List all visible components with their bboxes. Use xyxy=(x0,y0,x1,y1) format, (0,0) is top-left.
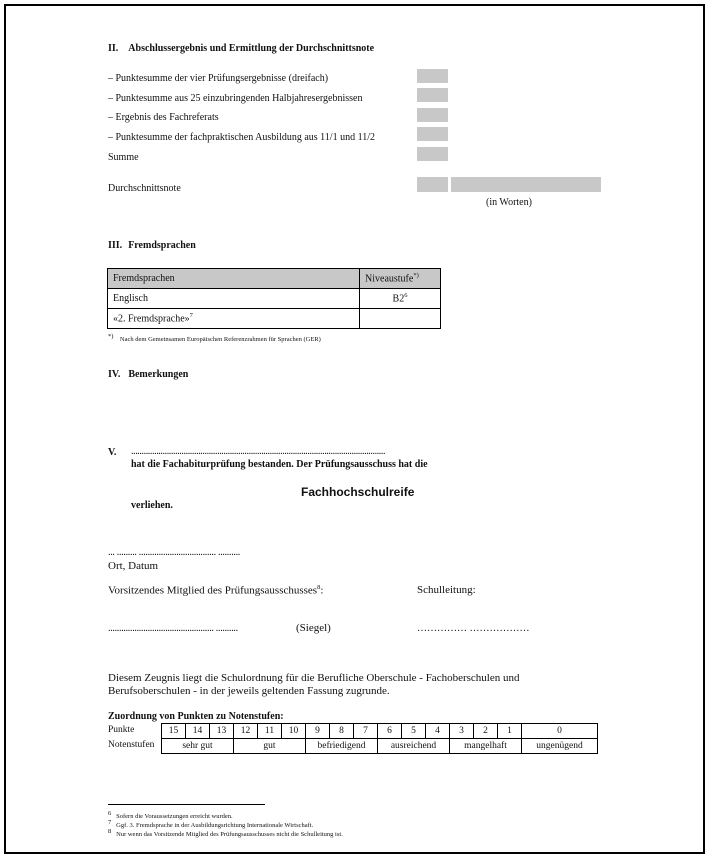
grading-title: Zuordnung von Punkten zu Notenstufen: xyxy=(108,711,284,722)
passed-statement: hat die Fachabiturprüfung bestanden. Der Prüfungsausschuss hat die xyxy=(131,459,428,470)
level-cell[interactable] xyxy=(360,309,441,329)
grade-cell: gut xyxy=(234,739,306,754)
grade-cell: befriedigend xyxy=(306,739,378,754)
footnote-number: 6 xyxy=(108,810,112,817)
points-cell: 0 xyxy=(522,724,598,739)
chair-label-sup: 8 xyxy=(317,584,321,591)
grade-cell: ungenügend xyxy=(522,739,598,754)
table-row xyxy=(108,289,441,309)
points-cell: 10 xyxy=(282,724,306,739)
footnote-number: 8 xyxy=(108,828,112,835)
average-label: Durchschnittsnote xyxy=(108,183,181,194)
languages-header-row xyxy=(108,269,441,289)
score-field-semesters[interactable] xyxy=(417,88,448,102)
notice-line-1: Diesem Zeugnis liegt die Schulordnung für die Berufliche Oberschule - Fachoberschulen und xyxy=(108,672,520,684)
level-value: B2 xyxy=(392,293,405,305)
table-row xyxy=(108,309,441,329)
score-field-sum[interactable] xyxy=(417,147,448,161)
languages-col-header: Fremdsprachen xyxy=(108,269,360,289)
section2-row: – Ergebnis des Fachreferats xyxy=(108,112,219,123)
section4-heading xyxy=(108,369,188,380)
level-cell[interactable] xyxy=(360,289,441,309)
points-cell: 5 xyxy=(402,724,426,739)
level-col-header-text: Niveaustufe xyxy=(365,273,414,285)
points-cell: 1 xyxy=(498,724,522,739)
footnote-item xyxy=(108,828,343,838)
language-cell xyxy=(108,309,360,329)
footnote-separator xyxy=(108,804,265,805)
footnote-text: Ggf. 3. Fremdsprache in der Ausbildungsrichtung Internationale Wirtschaft. xyxy=(116,822,314,830)
score-field-referat[interactable] xyxy=(417,108,448,122)
section2-title: Abschlussergebnis und Ermittlung der Durchschnittsnote xyxy=(128,43,375,54)
score-field-exams[interactable] xyxy=(417,69,448,83)
chair-label-colon: : xyxy=(320,584,324,597)
points-cell: 4 xyxy=(426,724,450,739)
section2-row: – Punktesumme aus 25 einzubringenden Halbjahresergebnissen xyxy=(108,93,363,104)
grade-cell: ausreichend xyxy=(378,739,450,754)
grades-row xyxy=(162,739,598,754)
points-cell: 13 xyxy=(210,724,234,739)
section2-row: – Punktesumme der vier Prüfungsergebnisse (dreifach) xyxy=(108,73,329,84)
points-cell: 15 xyxy=(162,724,186,739)
score-field-practical[interactable] xyxy=(417,127,448,141)
footnote-ger-mark: *) xyxy=(108,333,114,340)
average-field[interactable] xyxy=(417,177,448,192)
section3-heading xyxy=(108,240,196,251)
language-sup: 7 xyxy=(189,312,193,320)
footnote-number: 7 xyxy=(108,819,112,826)
points-cell: 6 xyxy=(378,724,402,739)
footnote-text: Nur wenn das Vorsitzende Mitglied des Prüfungsausschusses nicht die Schulleitung ist. xyxy=(116,831,343,839)
level-col-header xyxy=(360,269,441,289)
points-cell: 11 xyxy=(258,724,282,739)
points-cell: 2 xyxy=(474,724,498,739)
section2-heading xyxy=(108,43,374,54)
school-head-label: Schulleitung: xyxy=(417,584,476,596)
chair-label-text: Vorsitzendes Mitglied des Prüfungsausschusses xyxy=(108,584,318,597)
section3-title: Fremdsprachen xyxy=(128,240,196,251)
qualification-title: Fachhochschulreife xyxy=(301,485,415,499)
language-name: Englisch xyxy=(113,293,148,304)
points-cell: 8 xyxy=(330,724,354,739)
place-date-label: Ort, Datum xyxy=(108,560,159,572)
section3-number: III. xyxy=(108,240,123,251)
languages-table xyxy=(107,268,441,329)
school-head-signature-line[interactable]: …………… ……………… xyxy=(417,623,530,634)
grade-cell: sehr gut xyxy=(162,739,234,754)
points-cell: 12 xyxy=(234,724,258,739)
in-words-label: (in Worten) xyxy=(486,197,532,208)
points-cell: 7 xyxy=(354,724,378,739)
name-dots-line[interactable]: ......................................................................................................................... xyxy=(131,446,386,457)
section5-number: V. xyxy=(108,447,117,458)
section4-number: IV. xyxy=(108,369,121,380)
chair-signature-line[interactable]: ................................................ .......... xyxy=(108,623,238,634)
grading-table xyxy=(161,723,598,754)
section2-row: – Punktesumme der fachpraktischen Ausbildung aus 11/1 und 11/2 xyxy=(108,132,375,143)
section2-number: II. xyxy=(108,43,119,54)
points-cell: 14 xyxy=(186,724,210,739)
awarded-statement: verliehen. xyxy=(131,500,173,511)
footnote-ger xyxy=(108,333,321,343)
grades-label: Notenstufen xyxy=(108,740,155,750)
average-words-field[interactable] xyxy=(451,177,601,192)
level-col-header-sup: *) xyxy=(413,272,419,280)
language-cell xyxy=(108,289,360,309)
footnote-text: Sofern die Voraussetzungen erreicht wurden. xyxy=(116,813,233,821)
points-cell: 9 xyxy=(306,724,330,739)
place-date-dots[interactable]: ... ......... ................................... .......... xyxy=(108,547,241,558)
grade-cell: mangelhaft xyxy=(450,739,522,754)
section4-title: Bemerkungen xyxy=(128,369,189,380)
points-row xyxy=(162,724,598,739)
seal-label: (Siegel) xyxy=(296,622,331,634)
level-sup: 6 xyxy=(404,292,408,300)
chair-label xyxy=(108,584,323,597)
language-name: «2. Fremdsprache» xyxy=(113,313,190,325)
points-cell: 3 xyxy=(450,724,474,739)
points-label: Punkte xyxy=(108,725,135,735)
notice-line-2: Berufsoberschulen - in der jeweils geltenden Fassung zugrunde. xyxy=(108,685,390,697)
footnote-ger-text: Nach dem Gemeinsamen Europäischen Referenzrahmen für Sprachen (GER) xyxy=(119,336,321,344)
section2-sum-label: Summe xyxy=(108,152,139,163)
